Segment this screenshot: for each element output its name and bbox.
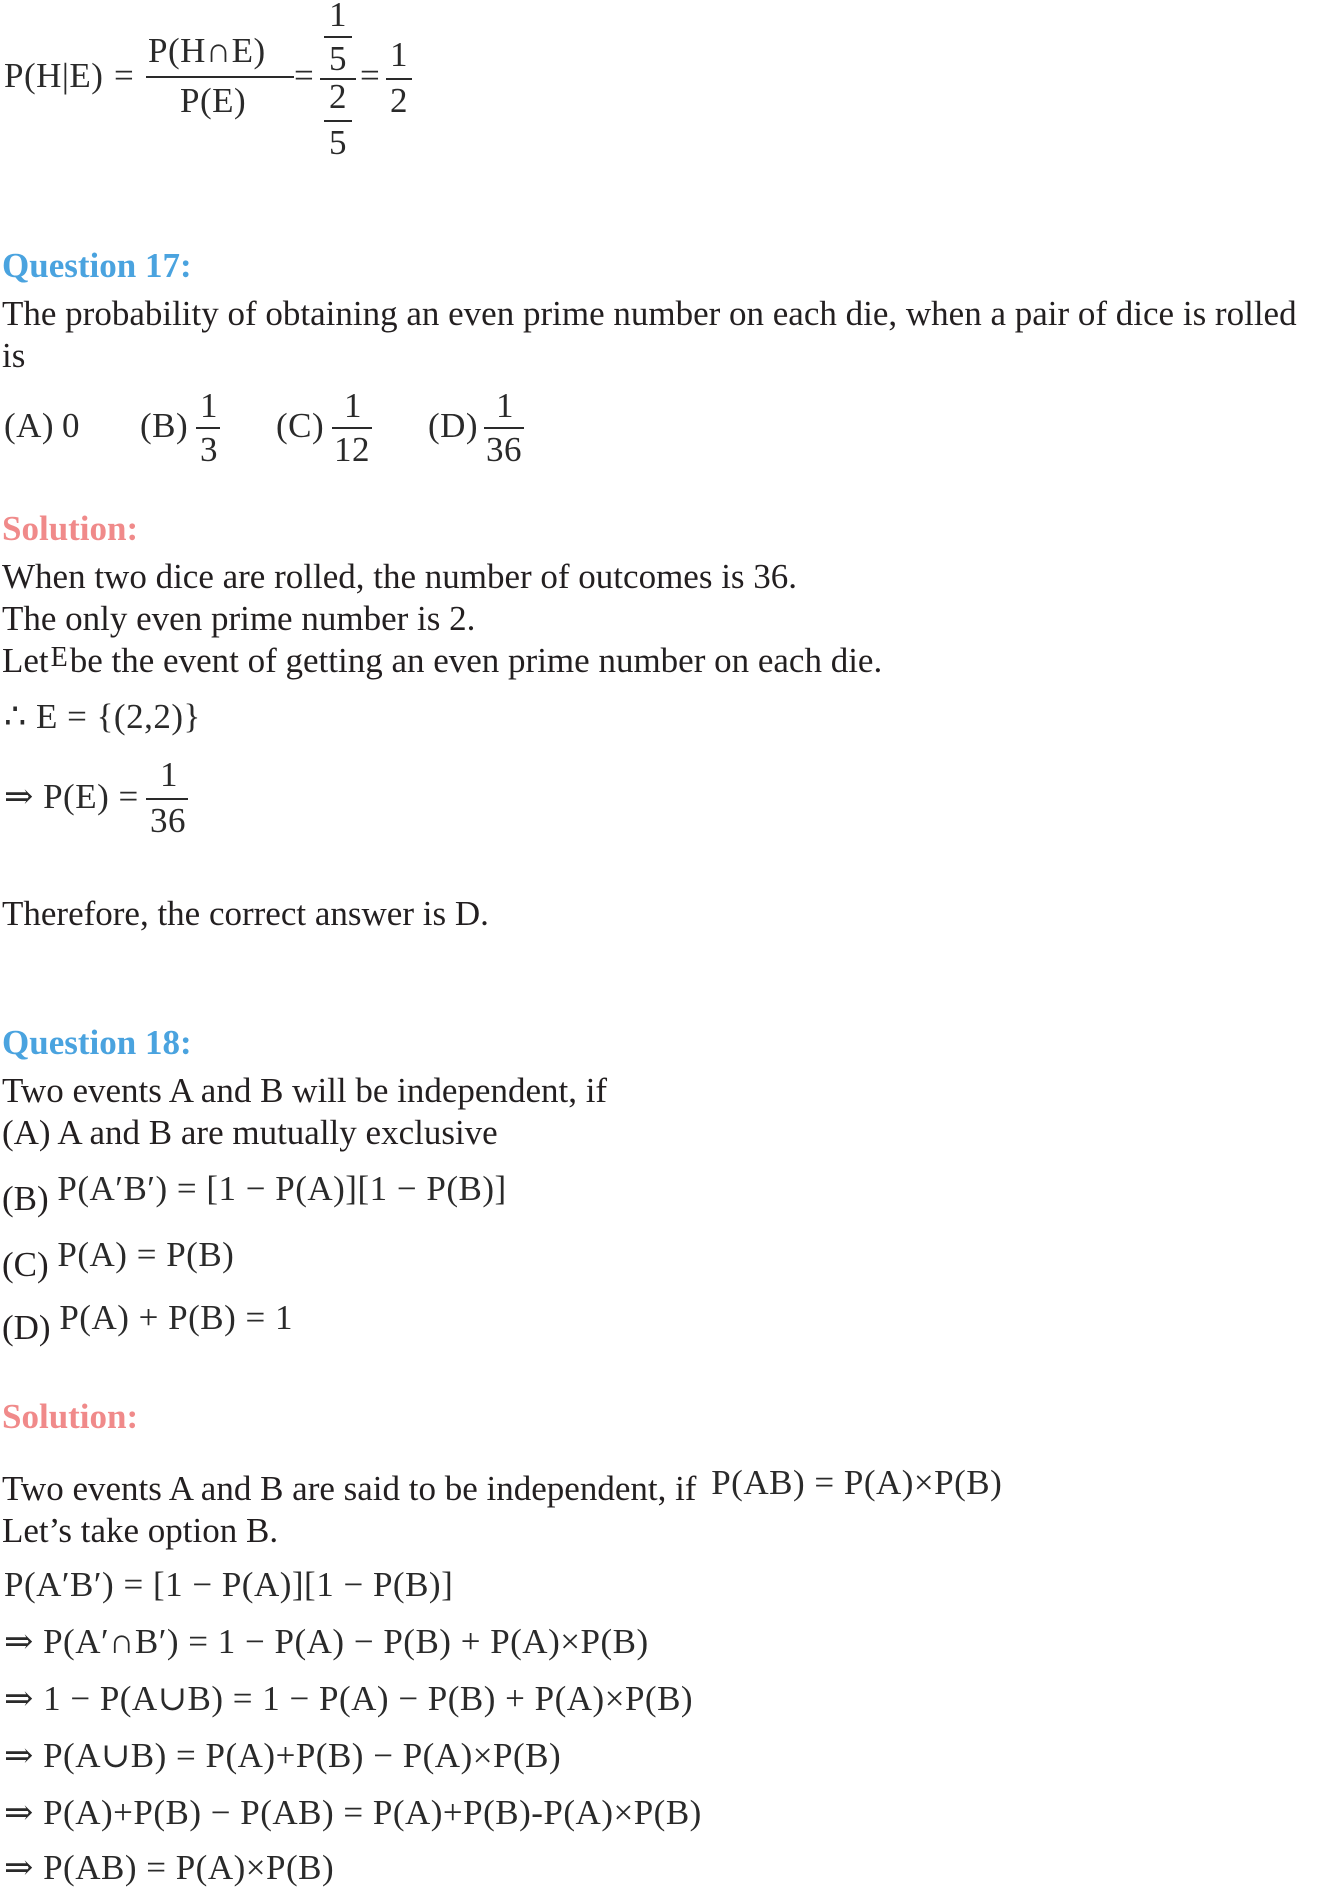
question-18-option-d [2,1297,293,1347]
solution-17-heading: Solution: [2,509,139,548]
option-d-label: (D) [2,1308,51,1347]
complex-num-num: 1 [329,0,347,34]
option-b-label: (B) [2,1179,49,1218]
option-d-label: (D) [428,406,479,445]
result-den: 2 [390,81,408,120]
complex-den-den: 5 [329,123,347,162]
option-c-num: 1 [344,386,362,425]
result-num: 1 [390,35,408,74]
solution-18-heading: Solution: [2,1397,139,1436]
solution-18-step-1: P(A′B′) = [1 − P(A)][1 − P(B)] [4,1565,454,1604]
option-c-math: P(A) = P(B) [57,1235,235,1274]
top-formula-lhs: P(H|E) [4,56,104,95]
solution-17-prob-den: 36 [150,801,186,840]
option-b-math: P(A′B′) = [1 − P(A)][1 − P(B)] [57,1169,507,1208]
solution-17-set: ∴ E = {(2,2)} [4,697,201,736]
solution-18-line2: Let’s take option B. [2,1511,279,1550]
option-d-den: 36 [486,430,522,469]
solution-18-step-2: ⇒ P(A′∩B′) = 1 − P(A) − P(B) + P(A)×P(B) [4,1622,649,1661]
q17-options [4,385,544,475]
solution-18-line1-text: Two events A and B are said to be independent, if [2,1469,697,1508]
solution-17-prob-lhs: ⇒ P(E) = [4,777,139,816]
option-a-value: 0 [62,406,80,445]
option-c-den: 12 [334,430,370,469]
complex-den-num: 2 [329,77,347,116]
solution-18-step-3: ⇒ 1 − P(A∪B) = 1 − P(A) − P(B) + P(A)×P(B) [4,1679,694,1718]
solution-18-step-4: ⇒ P(A∪B) = P(A)+P(B) − P(A)×P(B) [4,1736,562,1775]
complex-num-den: 5 [329,39,347,78]
solution-17-line2: The only even prime number is 2. [2,599,476,638]
question-17-text-line2: is [2,336,26,375]
solution-18-line1-math: P(AB) = P(A)×P(B) [711,1463,1003,1502]
question-18-option-a: (A) A and B are mutually exclusive [2,1113,498,1152]
solution-17-line3-post: be the event of getting an even prime number on each die. [69,641,883,680]
question-18-heading: Question 18: [2,1023,192,1062]
question-17-text-line1: The probability of obtaining an even prime number on each die, when a pair of dice is rolled [2,294,1297,333]
solution-17-answer: Therefore, the correct answer is D. [2,894,489,933]
option-c-label: (C) [276,406,325,445]
question-18-text-line1: Two events A and B will be independent, if [2,1071,608,1110]
top-formula-eq1: = [114,56,135,95]
top-formula-frac1-num: P(H∩E) [148,31,266,70]
question-17-heading: Question 17: [2,246,192,285]
solution-18-step-6: ⇒ P(AB) = P(A)×P(B) [4,1848,335,1887]
solution-17-prob [4,752,204,842]
option-b-label: (B) [140,406,189,445]
solution-17-prob-num: 1 [160,755,178,794]
solution-17-line1: When two dice are rolled, the number of outcomes is 36. [2,557,798,596]
solution-17-line3-var: E [50,642,68,673]
top-formula [4,0,424,160]
top-formula-frac1-bar [146,76,294,78]
option-c-label: (C) [2,1245,49,1284]
question-18-option-b [2,1168,507,1218]
option-b-num: 1 [200,386,218,425]
solution-17-line3 [2,640,882,685]
option-b-den: 3 [200,430,218,469]
top-formula-eq3: = [360,56,381,95]
option-d-num: 1 [496,386,514,425]
solution-18-step-5: ⇒ P(A)+P(B) − P(AB) = P(A)+P(B)-P(A)×P(B) [4,1793,702,1832]
option-d-math: P(A) + P(B) = 1 [59,1298,293,1337]
solution-17-line3-pre: Let [2,641,49,680]
top-formula-eq2: = [294,56,315,95]
solution-18-line1 [2,1462,1003,1508]
question-18-option-c [2,1234,235,1284]
option-a-label: (A) [4,406,55,445]
top-formula-frac1-den: P(E) [180,81,247,120]
